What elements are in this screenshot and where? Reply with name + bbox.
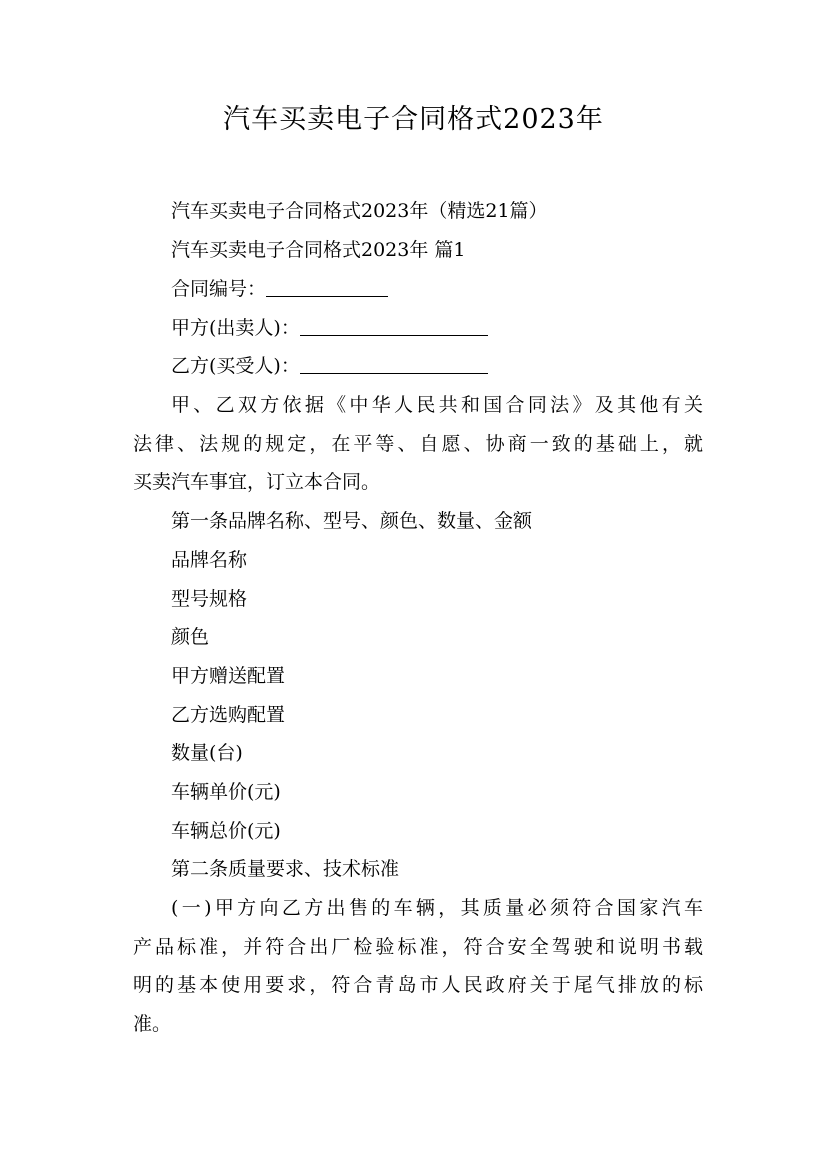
preamble-line: 甲、乙双方依据《中华人民共和国合同法》及其他有关 <box>171 394 703 416</box>
clause-line: 产品标准，并符合出厂检验标准，符合安全驾驶和说明书载 <box>133 935 703 958</box>
party-a-line <box>171 309 703 348</box>
article-1-item: 数量(台) <box>171 742 243 764</box>
article-2-heading: 第二条质量要求、技术标准 <box>171 858 400 880</box>
party-b-blank <box>300 353 488 374</box>
clause-line: 明的基本使用要求，符合青岛市人民政府关于尾气排放的标 <box>133 974 703 997</box>
contract-number-label: 合同编号： <box>171 278 267 300</box>
party-b-line <box>171 347 703 386</box>
article-1-item: 车辆总价(元) <box>171 820 281 842</box>
preamble-line: 买卖汽车事宜，订立本合同。 <box>133 471 381 494</box>
article-1-item: 车辆单价(元) <box>171 781 281 803</box>
clause-line: 准。 <box>133 1013 172 1036</box>
preamble-paragraph <box>133 386 703 502</box>
clause-line: (一)甲方向乙方出售的车辆，其质量必须符合国家汽车 <box>171 897 703 919</box>
article-2-clause-1 <box>133 889 703 1044</box>
contract-number-line <box>171 270 703 309</box>
contract-number-blank <box>266 276 388 297</box>
party-a-blank <box>300 315 488 336</box>
party-a-label: 甲方(出卖人)： <box>171 317 300 339</box>
party-b-label: 乙方(买受人)： <box>171 355 300 377</box>
article-1-item: 乙方选购配置 <box>171 704 286 726</box>
article-1-item: 型号规格 <box>171 588 248 610</box>
article-1-item: 甲方赠送配置 <box>171 665 286 687</box>
article-1-item: 品牌名称 <box>171 549 248 571</box>
document-title: 汽车买卖电子合同格式2023年 <box>223 104 604 135</box>
document-subtitle: 汽车买卖电子合同格式2023年（精选21篇） <box>171 200 548 222</box>
section-heading: 汽车买卖电子合同格式2023年 篇1 <box>171 239 466 261</box>
article-1-heading: 第一条品牌名称、型号、颜色、数量、金额 <box>171 510 533 532</box>
article-1-item: 颜色 <box>171 626 210 648</box>
preamble-line: 法律、法规的规定，在平等、自愿、协商一致的基础上，就 <box>133 432 703 455</box>
